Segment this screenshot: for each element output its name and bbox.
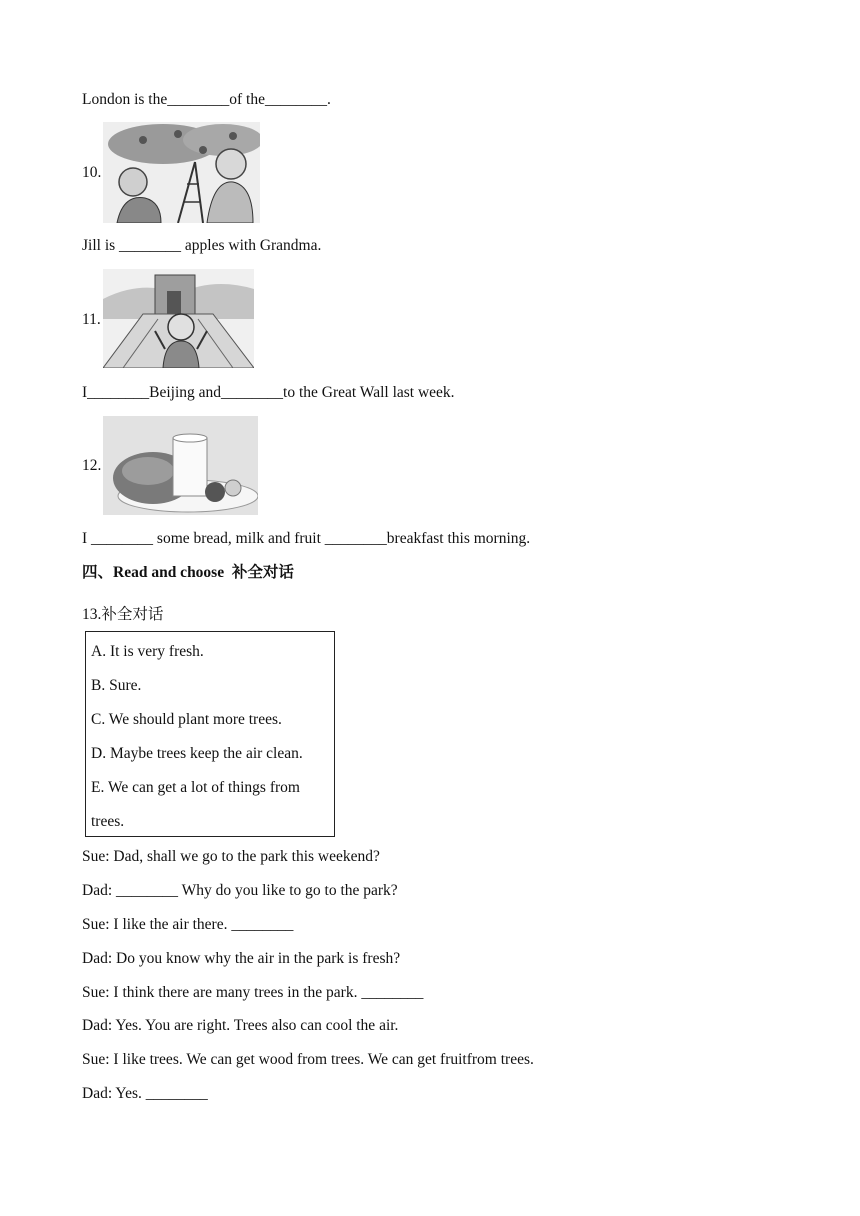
option-c: C. We should plant more trees.: [91, 711, 282, 728]
q11-picture-great-wall: [103, 269, 254, 368]
options-box: [85, 631, 335, 837]
q10-picture-apple-picking: [103, 122, 260, 223]
dialogue-line: Dad: Do you know why the air in the park is fresh?: [82, 950, 401, 967]
option-d: D. Maybe trees keep the air clean.: [91, 745, 303, 762]
q10-number: 10.: [82, 164, 102, 181]
dialogue-line: Sue: I like the air there. ________: [82, 916, 294, 933]
option-a: A. It is very fresh.: [91, 643, 204, 660]
option-e: E. We can get a lot of things from: [91, 779, 300, 796]
q9-sentence: London is the________of the________.: [82, 91, 331, 108]
q11-sentence: I________Beijing and________to the Great Wall last week.: [82, 384, 455, 401]
dialogue-line: Sue: Dad, shall we go to the park this weekend?: [82, 848, 380, 865]
dialogue-line: Dad: Yes. ________: [82, 1085, 208, 1102]
q12-picture-breakfast: [103, 416, 258, 515]
q10-sentence: Jill is ________ apples with Grandma.: [82, 237, 322, 254]
dialogue-line: Sue: I like trees. We can get wood from trees. We can get fruitfrom trees.: [82, 1051, 534, 1068]
q13-title: 13.补全对话: [82, 606, 164, 623]
q12-number: 12.: [82, 457, 102, 474]
option-b: B. Sure.: [91, 677, 142, 694]
section-4-heading: 四、Read and choose 补全对话: [82, 564, 294, 581]
dialogue-line: Dad: ________ Why do you like to go to the park?: [82, 882, 398, 899]
option-e-continued: trees.: [91, 813, 125, 830]
dialogue-line: Sue: I think there are many trees in the park. ________: [82, 984, 424, 1001]
q11-number: 11.: [82, 311, 101, 328]
dialogue-line: Dad: Yes. You are right. Trees also can cool the air.: [82, 1017, 399, 1034]
q12-sentence: I ________ some bread, milk and fruit ________breakfast this morning.: [82, 530, 531, 547]
